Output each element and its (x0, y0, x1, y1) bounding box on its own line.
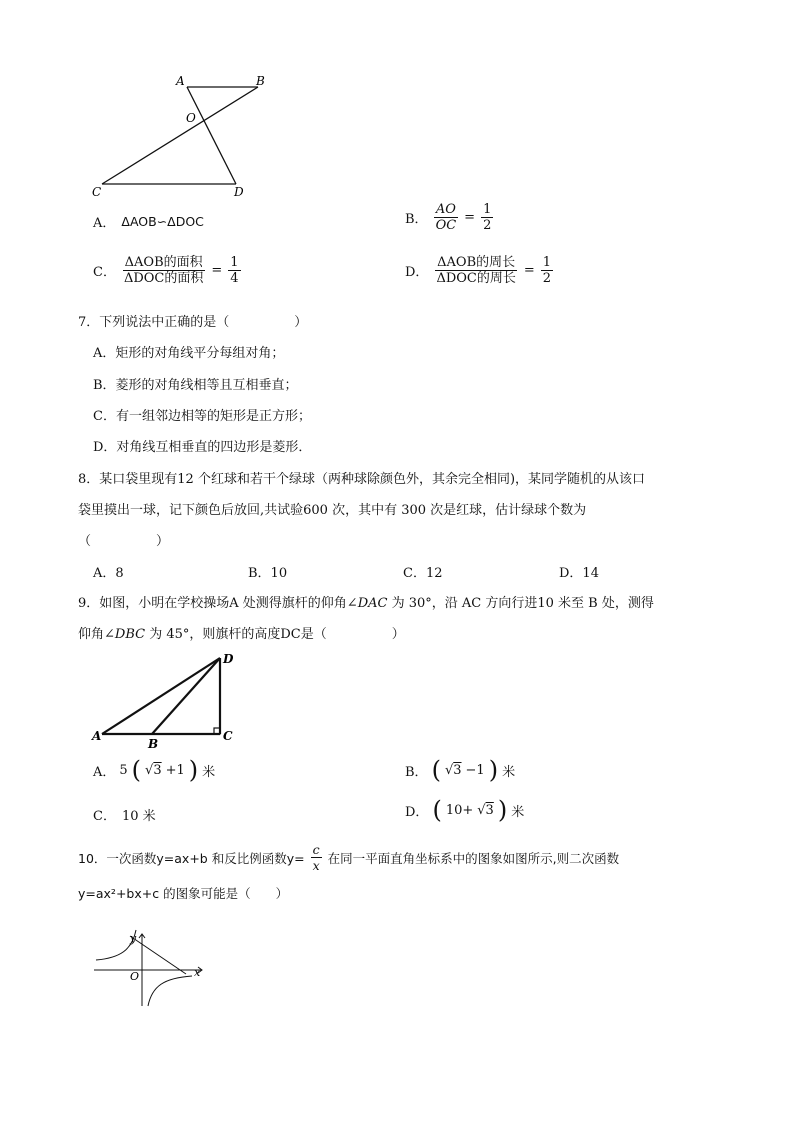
option-letter: C． (93, 265, 116, 280)
q9-line2-rest: 为 45°，则旗杆的高度DC是（ ） (145, 627, 405, 642)
label-c: C (223, 729, 233, 743)
label-d: D (223, 652, 234, 666)
equals-sign: = (523, 263, 535, 278)
label-a: A (92, 729, 102, 743)
right-paren: ) (488, 756, 499, 784)
axis-label-y: y (130, 932, 137, 945)
q10-line1 (78, 842, 619, 873)
fraction-numerator: AO (435, 202, 456, 217)
option-letter: D． (405, 804, 429, 820)
fraction-numerator: 1 (542, 255, 552, 270)
equals-sign: = (464, 210, 476, 225)
origin-label: O (130, 970, 140, 983)
fraction-c-over-x (311, 842, 322, 873)
option-letter: B． (405, 212, 428, 227)
unit: 米 (202, 764, 216, 780)
q6-figure (90, 72, 270, 200)
ratio-value (228, 255, 240, 286)
fraction-numerator: c (312, 842, 320, 857)
fraction-denominator: 2 (542, 271, 552, 286)
q10-line1-text: 10．一次函数y=ax+b 和反比例函数y= (78, 850, 305, 866)
q9-option-c[interactable] (93, 805, 156, 824)
fraction-denominator: OC (435, 218, 457, 233)
q7-option-d[interactable]: D．对角线互相垂直的四边形是菱形． (93, 440, 312, 455)
q10-figure (92, 928, 212, 1010)
option-text: ΔAOB∽ΔDOC (121, 214, 204, 229)
q8-option-c[interactable]: C．12 (403, 566, 443, 581)
option-letter: D． (405, 265, 429, 280)
q8-line1: 8．某口袋里现有12 个红球和若干个绿球（两种球除颜色外，其余完全相同)，某同学随机的从该口 (78, 472, 646, 487)
option-letter: A． (93, 216, 116, 231)
q6-option-b[interactable] (405, 202, 493, 233)
fraction-numerator: ΔAOB的面积 (124, 255, 203, 270)
q10-line2: y=ax²+bx+c 的图象可能是（ ） (78, 886, 289, 901)
angle-dbc: ∠DBC (104, 627, 146, 642)
left-paren: ( (431, 756, 441, 784)
radicand: 3 (485, 802, 494, 818)
coefficient: 5 (119, 762, 128, 778)
segment-ad (187, 87, 236, 184)
q6-option-a[interactable] (93, 212, 204, 231)
q9-line2 (78, 623, 405, 642)
q9-option-d[interactable] (405, 796, 525, 824)
label-a: A (176, 74, 185, 88)
fraction-denominator: x (312, 858, 320, 873)
label-d: D (234, 185, 244, 199)
addend: 10+ (445, 802, 474, 818)
perimeter-ratio (434, 255, 517, 286)
q8-option-a[interactable]: A．8 (93, 566, 124, 581)
q9-option-b[interactable] (405, 756, 516, 784)
q9-option-a[interactable] (93, 756, 216, 784)
linear-function-line (130, 936, 186, 974)
sqrt-symbol: √3 (145, 762, 162, 778)
q9-line1-rest: 为 30°，沿 AC 方向行进10 米至 B 处，测得 (387, 596, 654, 611)
q9-line1-text: 9．如图，小明在学校操场A 处测得旗杆的仰角 (78, 596, 347, 611)
q9-figure (90, 650, 250, 750)
fraction-denominator: 4 (230, 271, 239, 286)
addend: +1 (165, 762, 185, 778)
q9-line2-text: 仰角 (78, 627, 105, 642)
left-paren: ( (432, 796, 442, 824)
unit: 米 (511, 804, 525, 820)
sqrt-symbol: √3 (444, 762, 462, 778)
q6-option-c[interactable] (93, 255, 241, 286)
fraction-numerator: ΔAOB的周长 (437, 255, 516, 270)
ratio-ao-oc (434, 202, 459, 233)
q7-option-a[interactable]: A．矩形的对角线平分每组对角； (93, 346, 285, 361)
ratio-value (481, 202, 493, 233)
sqrt-symbol: √3 (477, 802, 494, 818)
label-c: C (92, 185, 102, 199)
unit: 米 (502, 764, 516, 780)
label-b: B (256, 74, 265, 88)
radicand: 3 (453, 762, 462, 778)
subtrahend: −1 (465, 762, 485, 778)
left-paren: ( (131, 756, 142, 784)
axis-label-x: x (194, 966, 201, 979)
area-ratio (122, 255, 205, 286)
equals-sign: = (211, 263, 223, 278)
hyperbola-branch-right (148, 976, 192, 1006)
ratio-value (541, 255, 553, 286)
q8-line3: （ ） (78, 534, 170, 549)
right-paren: ) (188, 756, 199, 784)
q8-line2: 袋里摸出一球，记下颜色后放回,共试验600 次，其中有 300 次是红球，估计绿球个数为 (78, 503, 587, 518)
option-letter: C． (93, 809, 116, 824)
q6-option-d[interactable] (405, 255, 553, 286)
option-letter: B． (405, 764, 428, 780)
label-b: B (148, 737, 159, 750)
q7-option-b[interactable]: B．菱形的对角线相等且互相垂直； (93, 378, 298, 393)
q9-line1 (78, 592, 654, 611)
fraction-denominator: ΔDOC的面积 (123, 271, 204, 286)
option-text: 10 米 (121, 809, 156, 824)
q8-option-b[interactable]: B．10 (248, 566, 288, 581)
right-paren: ) (497, 796, 508, 824)
q8-option-d[interactable]: D．14 (559, 566, 599, 581)
q7-stem: 7．下列说法中正确的是（ ） (78, 315, 308, 330)
label-o: O (186, 111, 196, 125)
segment-bc (102, 87, 258, 184)
q10-line1-rest: 在同一平面直角坐标系中的图象如图所示,则二次函数 (327, 850, 620, 866)
fraction-numerator: 1 (230, 255, 239, 270)
q7-option-c[interactable]: C．有一组邻边相等的矩形是正方形； (93, 409, 311, 424)
radicand: 3 (153, 762, 162, 778)
fraction-denominator: ΔDOC的周长 (436, 271, 516, 286)
option-letter: A． (93, 764, 116, 780)
fraction-denominator: 2 (483, 218, 492, 233)
fraction-numerator: 1 (483, 202, 492, 217)
angle-dac: ∠DAC (346, 596, 388, 611)
